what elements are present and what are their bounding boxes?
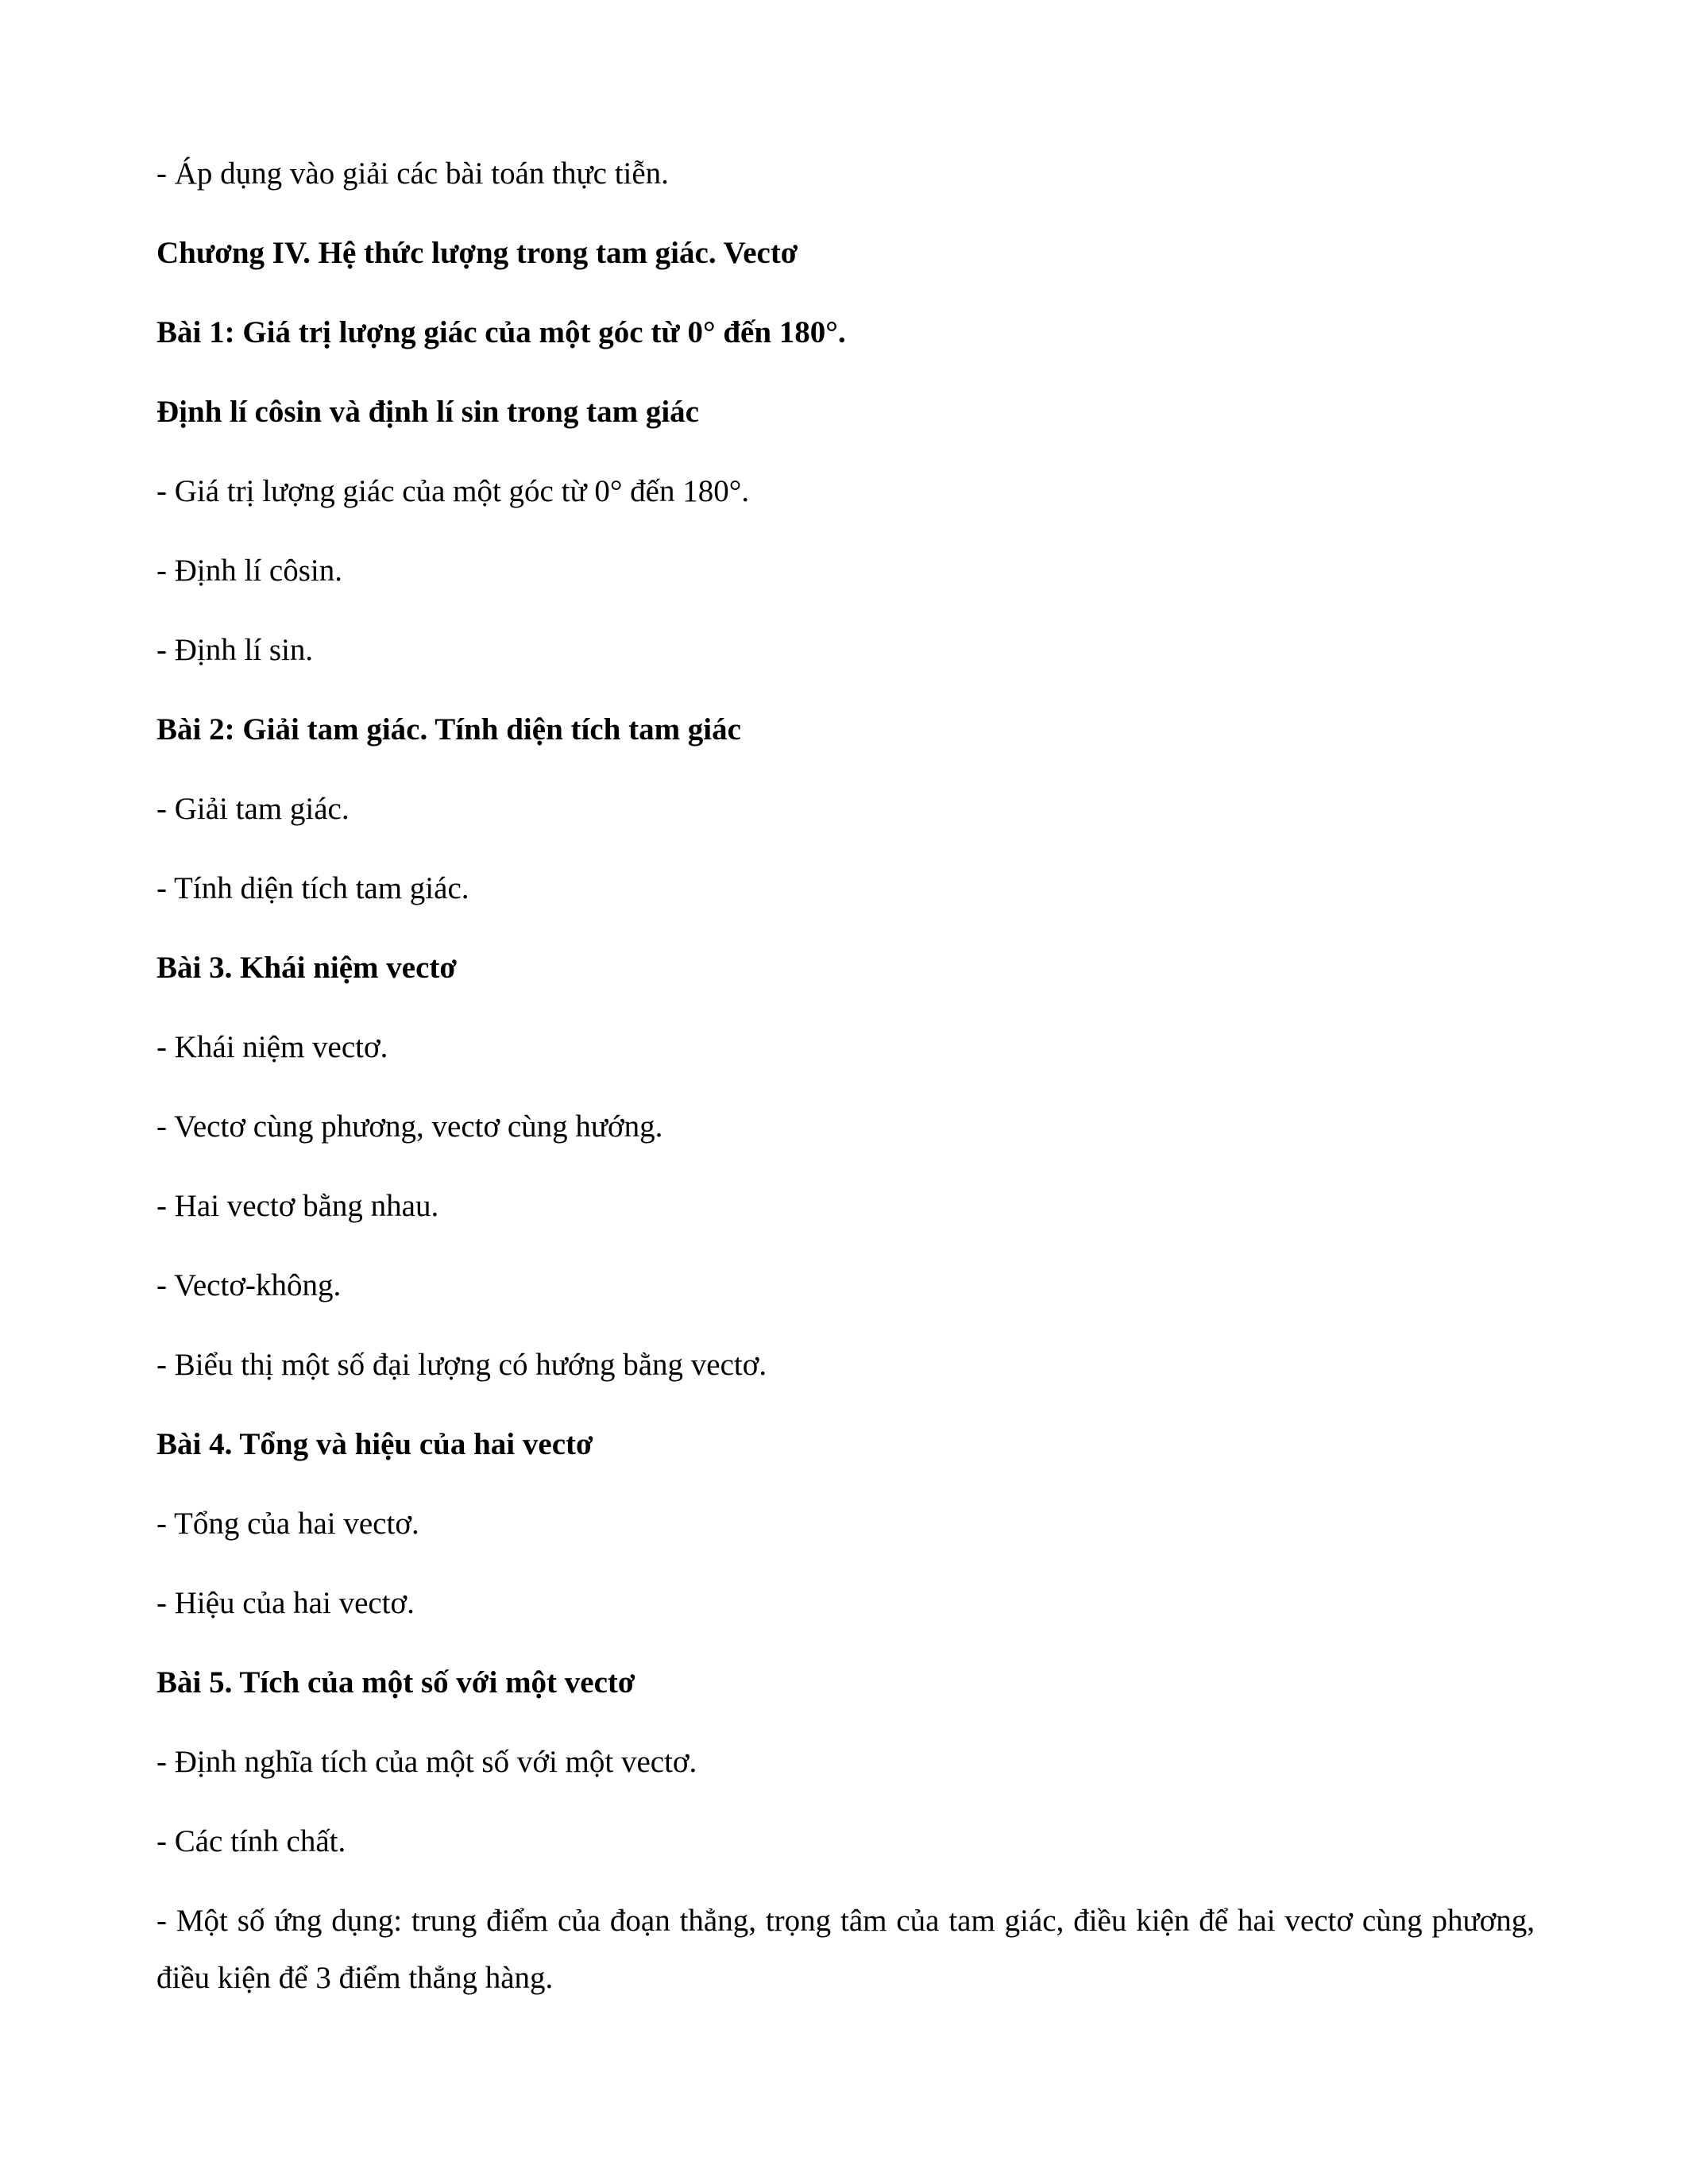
lesson-4-item-sum: - Tổng của hai vectơ.	[156, 1507, 419, 1541]
lesson-5-item-applications: - Một số ứng dụng: trung điểm của đoạn thẳng, trọng tâm của tam giác, điều kiện để hai vectơ cùng phương, điều kiện để 3 điểm thẳng hàng.	[156, 1904, 1535, 1995]
bullet-apply-practical: - Áp dụng vào giải các bài toán thực tiễn.	[156, 156, 669, 191]
document-body	[156, 151, 1535, 2040]
lesson-4-heading: Bài 4. Tổng và hiệu của hai vectơ	[156, 1427, 593, 1461]
lesson-1-item-trig-values: - Giá trị lượng giác của một góc từ 0° đến 180°.	[156, 474, 750, 508]
lesson-2-item-triangle-area: - Tính diện tích tam giác.	[156, 871, 469, 905]
lesson-5-item-properties: - Các tính chất.	[156, 1824, 346, 1858]
lesson-1-subheading: Định lí côsin và định lí sin trong tam giác	[156, 395, 699, 429]
lesson-3-item-vector-concept: - Khái niệm vectơ.	[156, 1030, 388, 1064]
lesson-3-item-zero-vector: - Vectơ-không.	[156, 1268, 342, 1302]
lesson-3-heading: Bài 3. Khái niệm vectơ	[156, 951, 457, 985]
lesson-5-item-definition: - Định nghĩa tích của một số với một vectơ.	[156, 1745, 697, 1779]
lesson-5-heading: Bài 5. Tích của một số với một vectơ	[156, 1665, 635, 1700]
lesson-1-heading: Bài 1: Giá trị lượng giác của một góc từ 0° đến 180°.	[156, 315, 846, 349]
lesson-3-item-equal-vectors: - Hai vectơ bằng nhau.	[156, 1189, 439, 1223]
lesson-2-heading: Bài 2: Giải tam giác. Tính diện tích tam giác	[156, 712, 741, 747]
chapter-heading: Chương IV. Hệ thức lượng trong tam giác. Vectơ	[156, 236, 798, 270]
lesson-1-item-cosine-law: - Định lí côsin.	[156, 554, 342, 588]
lesson-2-item-solve-triangle: - Giải tam giác.	[156, 792, 350, 826]
lesson-4-item-difference: - Hiệu của hai vectơ.	[156, 1586, 415, 1620]
lesson-3-item-directed-quantities: - Biểu thị một số đại lượng có hướng bằng vectơ.	[156, 1348, 767, 1382]
lesson-3-item-collinear-vectors: - Vectơ cùng phương, vectơ cùng hướng.	[156, 1109, 663, 1144]
lesson-1-item-sine-law: - Định lí sin.	[156, 633, 314, 667]
